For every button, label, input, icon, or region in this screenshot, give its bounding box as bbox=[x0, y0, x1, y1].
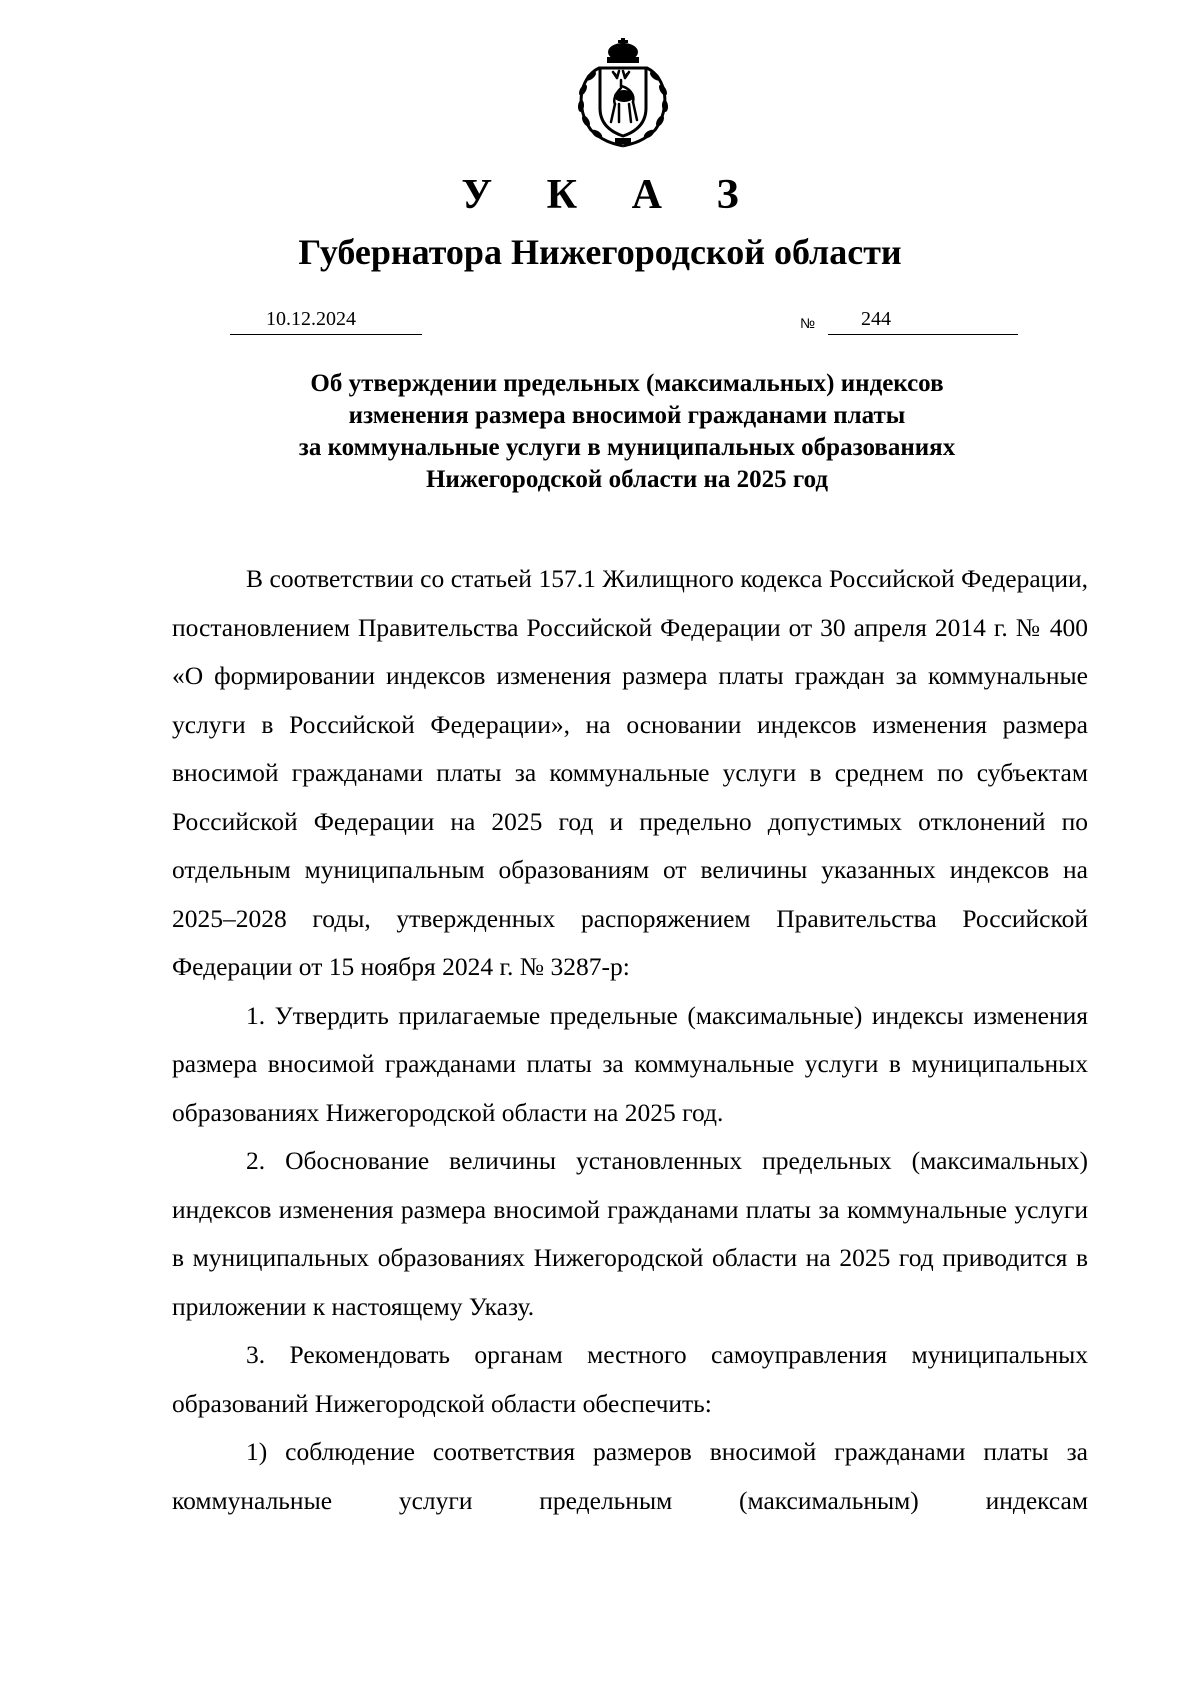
clause-1-paragraph: 1. Утвердить прилагаемые предельные (максимальные) индексы изменения размера вносимой гражданами платы за коммунальные услуги в муниципальных образованиях Нижегородской области на 2025 год. bbox=[172, 1000, 1088, 1127]
subject-line: за коммунальные услуги в муниципальных образованиях bbox=[298, 434, 956, 461]
number-field bbox=[828, 308, 1018, 335]
preamble-paragraph: В соответствии со статьей 157.1 Жилищного кодекса Российской Федерации, постановлением Правительства Российской Федерации от 30 апреля 2014 г. № 400 «О формировании индексов изменения размера платы граждан за коммунальные услуги в Российской Федерации», на основании индексов изменения размера вносимой гражданами платы за коммунальные услуги в среднем по субъектам Российской Федерации на 2025 год и предельно допустимых отклонений по отдельным муниципальным образованиям от величины указанных индексов на 2025–2028 годы, утвержденных распоряжением Правительства Российской Федерации от 15 ноября 2024 г. № 3287-р: bbox=[172, 564, 1088, 981]
clause-2-paragraph: 2. Обоснование величины установленных предельных (максимальных) индексов изменения размера вносимой гражданами платы за коммунальные услуги в муниципальных образованиях Нижегородской области на 2025 год приводится в приложении к настоящему Указу. bbox=[172, 1146, 1088, 1321]
document-number: 244 bbox=[861, 308, 891, 330]
issuer-title: Губернатора Нижегородской области bbox=[298, 232, 902, 272]
document-body bbox=[172, 555, 1088, 1525]
nizhny-novgorod-coat-of-arms-icon bbox=[569, 38, 677, 150]
date-field bbox=[230, 308, 422, 335]
document-subject bbox=[160, 368, 1094, 496]
number-sign: № bbox=[800, 315, 816, 331]
document-date: 10.12.2024 bbox=[266, 308, 356, 330]
subject-line: Об утверждении предельных (максимальных) индексов bbox=[310, 370, 944, 397]
clause-3-paragraph: 3. Рекомендовать органам местного самоуправления муниципальных образований Нижегородской области обеспечить: bbox=[172, 1340, 1088, 1418]
subclause-1-paragraph: 1) соблюдение соответствия размеров вносимой гражданами платы за коммунальные услуги предельным (максимальным) индексам bbox=[172, 1437, 1088, 1515]
subject-line: изменения размера вносимой гражданами платы bbox=[348, 402, 906, 429]
document-type-title: У К А З bbox=[461, 172, 761, 218]
subject-line: Нижегородской области на 2025 год bbox=[425, 466, 829, 493]
